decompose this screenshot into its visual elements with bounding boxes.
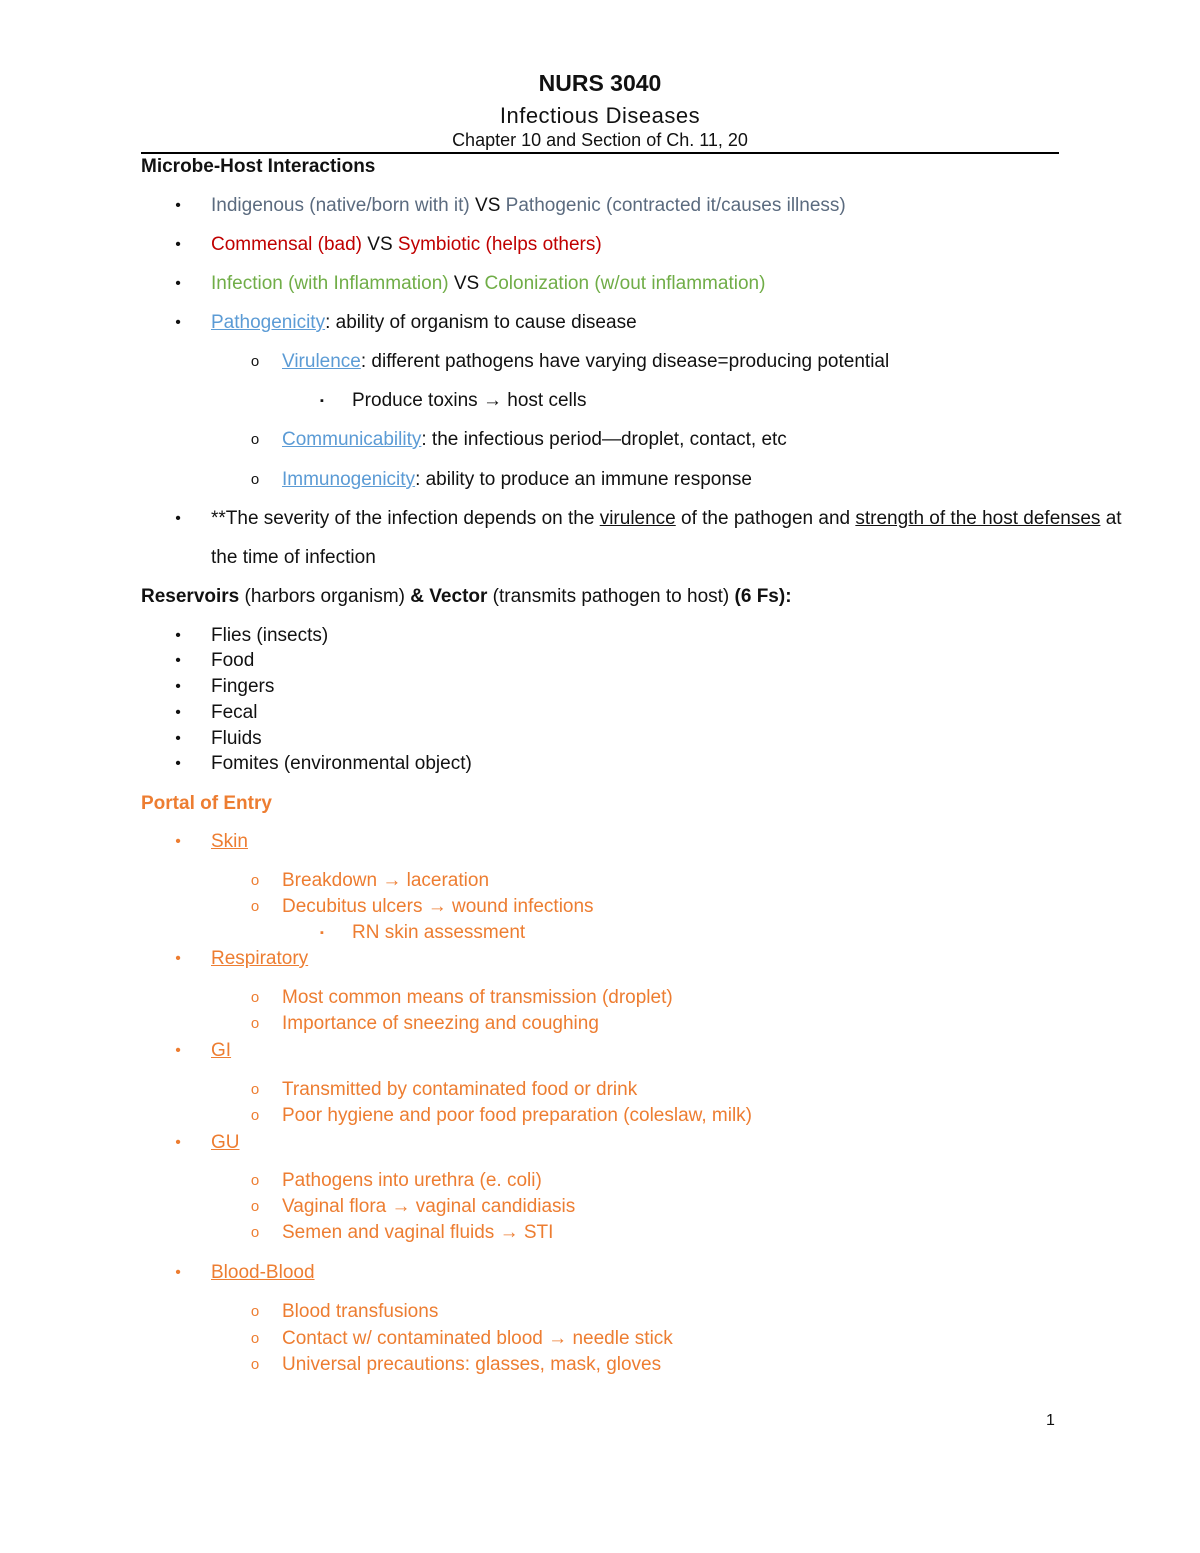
list-item: Communicability: the infectious period—droplet, contact, etc: [282, 429, 787, 450]
list-item-continuation: the time of infection: [211, 547, 376, 568]
bullet-circle: o: [250, 1172, 260, 1189]
portal-blood: Blood-Blood: [211, 1262, 315, 1283]
list-item: Poor hygiene and poor food preparation (coleslaw, milk): [282, 1105, 752, 1126]
list-item: Fecal: [211, 702, 258, 723]
course-title: NURS 3040: [538, 70, 662, 96]
bullet-circle: o: [250, 1356, 260, 1373]
list-item: Fluids: [211, 728, 262, 749]
list-item: Food: [211, 650, 255, 671]
portal-gu: GU: [211, 1132, 240, 1153]
list-item: Contact w/ contaminated blood → needle stick: [282, 1328, 673, 1349]
bullet-disc: •: [175, 275, 181, 292]
topic-title: Infectious Diseases: [499, 103, 701, 128]
arrow-icon: →: [477, 390, 508, 411]
section-heading-portal: Portal of Entry: [141, 793, 272, 814]
list-item: Flies (insects): [211, 625, 329, 646]
bullet-disc: •: [175, 678, 181, 695]
list-item: Pathogenicity: ability of organism to cause disease: [211, 312, 637, 333]
list-item: Semen and vaginal fluids → STI: [282, 1222, 554, 1243]
arrow-icon: →: [422, 896, 453, 917]
bullet-disc: •: [175, 1264, 181, 1281]
list-item: Blood transfusions: [282, 1301, 439, 1322]
term-virulence: Virulence: [282, 351, 361, 372]
bullet-disc: •: [175, 627, 181, 644]
list-item: Transmitted by contaminated food or drink: [282, 1079, 638, 1100]
bullet-disc: •: [175, 652, 181, 669]
chapter-subtitle: Chapter 10 and Section of Ch. 11, 20: [452, 130, 748, 150]
bullet-disc: •: [175, 704, 181, 721]
list-item: Vaginal flora → vaginal candidiasis: [282, 1196, 576, 1217]
bullet-circle: o: [250, 353, 260, 370]
portal-respiratory: Respiratory: [211, 948, 309, 969]
arrow-icon: →: [542, 1328, 573, 1349]
bullet-circle: o: [250, 1081, 260, 1098]
arrow-icon: →: [377, 870, 407, 891]
bullet-circle: o: [250, 1303, 260, 1320]
bullet-disc: •: [175, 1042, 181, 1059]
bullet-disc: •: [175, 236, 181, 253]
bullet-circle: o: [250, 1198, 260, 1215]
arrow-icon: →: [386, 1196, 416, 1217]
header-rule: [141, 152, 1059, 154]
list-item: Virulence: different pathogens have varying disease=producing potential: [282, 351, 890, 372]
page-number: 1: [1046, 1412, 1055, 1429]
section-heading-reservoirs: Reservoirs (harbors organism) & Vector (transmits pathogen to host) (6 Fs):: [141, 586, 792, 607]
list-item: Decubitus ulcers → wound infections: [282, 896, 594, 917]
arrow-icon: →: [494, 1222, 524, 1243]
list-item: Most common means of transmission (droplet): [282, 987, 673, 1008]
bullet-circle: o: [250, 1224, 260, 1241]
bullet-square: ▪: [320, 927, 324, 939]
bullet-disc: •: [175, 314, 181, 331]
list-item: Pathogens into urethra (e. coli): [282, 1170, 542, 1191]
list-item: Infection (with Inflammation) VS Colonization (w/out inflammation): [211, 273, 766, 294]
bullet-disc: •: [175, 510, 181, 527]
list-item: Commensal (bad) VS Symbiotic (helps others): [211, 234, 602, 255]
list-item: Importance of sneezing and coughing: [282, 1013, 599, 1034]
portal-skin: Skin: [211, 831, 248, 852]
bullet-disc: •: [175, 950, 181, 967]
bullet-circle: o: [250, 1107, 260, 1124]
list-item: Indigenous (native/born with it) VS Pathogenic (contracted it/causes illness): [211, 195, 846, 216]
bullet-circle: o: [250, 431, 260, 448]
bullet-circle: o: [250, 898, 260, 915]
list-item: RN skin assessment: [352, 922, 526, 943]
list-item: Fingers: [211, 676, 275, 697]
bullet-disc: •: [175, 833, 181, 850]
bullet-disc: •: [175, 197, 181, 214]
list-item: Produce toxins → host cells: [352, 390, 587, 411]
bullet-circle: o: [250, 989, 260, 1006]
bullet-circle: o: [250, 872, 260, 889]
bullet-circle: o: [250, 1330, 260, 1347]
list-item: Immunogenicity: ability to produce an immune response: [282, 469, 752, 490]
portal-gi: GI: [211, 1040, 232, 1061]
list-item: **The severity of the infection depends on the virulence of the pathogen and strength of the host defenses at: [211, 508, 1122, 529]
bullet-disc: •: [175, 1134, 181, 1151]
term-communicability: Communicability: [282, 429, 422, 450]
list-item: Universal precautions: glasses, mask, gloves: [282, 1354, 662, 1375]
bullet-square: ▪: [320, 395, 324, 407]
bullet-circle: o: [250, 471, 260, 488]
section-heading-microbe: Microbe-Host Interactions: [141, 156, 376, 177]
bullet-disc: •: [175, 730, 181, 747]
list-item: Breakdown → laceration: [282, 870, 490, 891]
bullet-circle: o: [250, 1015, 260, 1032]
term-immunogenicity: Immunogenicity: [282, 469, 416, 490]
term-pathogenicity: Pathogenicity: [211, 312, 326, 333]
bullet-disc: •: [175, 755, 181, 772]
list-item: Fomites (environmental object): [211, 753, 472, 774]
